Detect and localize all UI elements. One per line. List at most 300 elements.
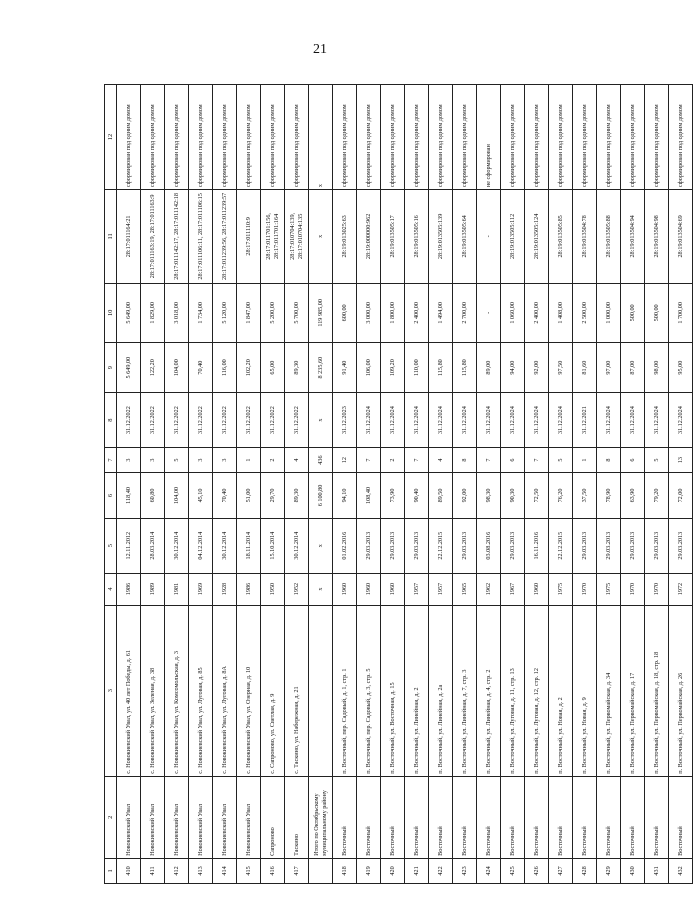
cell-resettlement-deadline: 31.12.2024	[597, 393, 621, 448]
cell-area: 89,50	[429, 473, 453, 519]
cell-resettled-area: 87,00	[621, 343, 645, 393]
cell-resettled-area: 110,00	[405, 343, 429, 393]
cell-year-built: 1970	[573, 573, 597, 605]
cell-resettlement-deadline: 31.12.2024	[549, 393, 573, 448]
cell-residents: 7	[477, 448, 501, 473]
cell-cadastral-number: 28:19:013504:98	[645, 190, 669, 284]
cell-settlement: Восточный	[381, 776, 405, 858]
cell-cadastral-number: 28:19:013504:78	[573, 190, 597, 284]
table-row	[285, 85, 309, 884]
cell-address: с. Сапроново, ул. Светлая, д. 9	[261, 605, 285, 776]
cell-recognition-date: 29.03.2013	[621, 518, 645, 573]
cell-residents: 7	[525, 448, 549, 473]
cell-cadastral-number: 28:19:013505:88	[597, 190, 621, 284]
cell-year-built: 1960	[357, 573, 381, 605]
cell-address: с. Новокиевский Увал, ул. Зеленая, д. 38	[141, 605, 165, 776]
cell-row-number: 419	[357, 858, 381, 883]
cell-address: п. Восточный, ул. Первомайская, д. 34	[597, 605, 621, 776]
table-row	[453, 85, 477, 884]
cell-land-status: сформирован под одним домом	[453, 85, 477, 190]
cell-resettled-area: 5 649,00	[117, 343, 141, 393]
cell-area: 29,70	[261, 473, 285, 519]
cell-year-built: 1981	[165, 573, 189, 605]
cell-resettled-area: 81,60	[573, 343, 597, 393]
cell-settlement: Восточный	[453, 776, 477, 858]
column-number-1: 1	[105, 858, 117, 883]
cell-address: с. Новокиевский Увал, ул. Луговая, д. 8А	[213, 605, 237, 776]
cell-residents: 2	[261, 448, 285, 473]
cell-year-built: 1969	[189, 573, 213, 605]
cell-settlement: Восточный	[477, 776, 501, 858]
cell-settlement: Восточный	[645, 776, 669, 858]
cell-land-status: сформирован под одним домом	[669, 85, 693, 190]
cell-land-area: 1 800,00	[381, 283, 405, 342]
column-number-4: 4	[105, 573, 117, 605]
cell-recognition-date: 30.12.2014	[285, 518, 309, 573]
cell-row-number: 416	[261, 858, 285, 883]
cell-recognition-date: 29.03.2013	[501, 518, 525, 573]
cell-cadastral-number: 28:19:013505:16	[405, 190, 429, 284]
cell-land-area: 5 649,00	[117, 283, 141, 342]
cell-area: 98,30	[477, 473, 501, 519]
cell-row-number: 425	[501, 858, 525, 883]
cell-resettlement-deadline: 31.12.2024	[525, 393, 549, 448]
cell-row-number: 413	[189, 858, 213, 883]
cell-resettlement-deadline: 31.12.2024	[429, 393, 453, 448]
table-row	[621, 85, 645, 884]
cell-land-area: 2 500,00	[573, 283, 597, 342]
cell-recognition-date: 16.11.2016	[525, 518, 549, 573]
cell-area: 76,20	[549, 473, 573, 519]
cell-area: 72,00	[669, 473, 693, 519]
cell-area: 90,40	[405, 473, 429, 519]
cell-area: 78,90	[597, 473, 621, 519]
cell-land-status: x	[309, 85, 333, 190]
cell-cadastral-number: 28:17:011701:156, 28:17:011701:164	[261, 190, 285, 284]
cell-recognition-date: 29.03.2013	[357, 518, 381, 573]
column-number-8: 8	[105, 393, 117, 448]
cell-year-built: 1970	[621, 573, 645, 605]
cell-land-area: 3 000,00	[357, 283, 381, 342]
cell-land-area: 1 408,00	[549, 283, 573, 342]
cell-area: 104,00	[165, 473, 189, 519]
cell-recognition-date: 18.11.2014	[237, 518, 261, 573]
column-number-2: 2	[105, 776, 117, 858]
column-number-7: 7	[105, 448, 117, 473]
cell-recognition-date: 01.02.2016	[333, 518, 357, 573]
column-number-10: 10	[105, 283, 117, 342]
cell-resettled-area: 95,00	[669, 343, 693, 393]
cell-year-built: 1957	[429, 573, 453, 605]
cell-settlement: Восточный	[429, 776, 453, 858]
cell-area: 72,50	[525, 473, 549, 519]
cell-settlement: Восточный	[333, 776, 357, 858]
cell-land-area: 2 400,00	[405, 283, 429, 342]
cell-resettled-area: 89,30	[285, 343, 309, 393]
cell-address: с. Таскино, ул. Набережная, д. 21	[285, 605, 309, 776]
cell-residents: 7	[405, 448, 429, 473]
cell-land-status: сформирован под одним домом	[429, 85, 453, 190]
cell-residents: 3	[189, 448, 213, 473]
cell-recognition-date: 22.12.2015	[549, 518, 573, 573]
cell-address: п. Восточный, пер. Садовый, д. 3, стр. 5	[357, 605, 381, 776]
cell-resettled-area: 98,00	[645, 343, 669, 393]
cell-row-number: 421	[405, 858, 429, 883]
cell-row-number: 417	[285, 858, 309, 883]
cell-year-built: x	[309, 573, 333, 605]
column-number-12: 12	[105, 85, 117, 190]
cell-residents: 1	[237, 448, 261, 473]
cell-settlement: Восточный	[669, 776, 693, 858]
cell-land-status: сформирован под одним домом	[237, 85, 261, 190]
cell-cadastral-number: 28:17:010704:139, 28:17:010704:135	[285, 190, 309, 284]
cell-row-number: 430	[621, 858, 645, 883]
cell-area: 94,10	[333, 473, 357, 519]
cell-row-number	[309, 858, 333, 883]
cell-settlement: Восточный	[357, 776, 381, 858]
cell-address: п. Восточный, ул. Восточная, д. 15	[381, 605, 405, 776]
cell-row-number: 411	[141, 858, 165, 883]
cell-land-status: сформирован под одним домом	[117, 85, 141, 190]
cell-recognition-date: 12.11.2012	[117, 518, 141, 573]
cell-address: п. Восточный, ул. Линейная, д. 2	[405, 605, 429, 776]
cell-resettlement-deadline: 31.12.2022	[141, 393, 165, 448]
cell-year-built: 1928	[213, 573, 237, 605]
column-number-3: 3	[105, 605, 117, 776]
cell-recognition-date: 29.03.2013	[573, 518, 597, 573]
cell-resettled-area: 115,80	[429, 343, 453, 393]
cell-area: 108,40	[357, 473, 381, 519]
cell-resettlement-deadline: 31.12.2022	[261, 393, 285, 448]
cell-settlement: Новокиевский Увал	[189, 776, 213, 858]
cell-address	[309, 605, 333, 776]
cell-settlement: Новокиевский Увал	[117, 776, 141, 858]
cell-resettled-area: 8 235,60	[309, 343, 333, 393]
cell-row-number: 427	[549, 858, 573, 883]
cell-land-area: 1 000,00	[597, 283, 621, 342]
cell-land-area: 3 018,00	[165, 283, 189, 342]
cell-area: 79,20	[645, 473, 669, 519]
cell-recognition-date: 29.03.2013	[453, 518, 477, 573]
cell-land-status: сформирован под одним домом	[525, 85, 549, 190]
cell-resettlement-deadline: 31.12.2024	[453, 393, 477, 448]
cell-recognition-date: 28.03.2014	[141, 518, 165, 573]
cell-area: 60,80	[141, 473, 165, 519]
table-row	[525, 85, 549, 884]
table-row	[597, 85, 621, 884]
cell-address: с. Новокиевский Увал, ул. Озерная, д. 10	[237, 605, 261, 776]
cell-land-status: сформирован под одним домом	[501, 85, 525, 190]
cell-recognition-date: 04.12.2014	[189, 518, 213, 573]
cell-year-built: 1975	[549, 573, 573, 605]
column-number-9: 9	[105, 343, 117, 393]
cell-settlement: Новокиевский Увал	[165, 776, 189, 858]
cell-year-built: 1986	[237, 573, 261, 605]
cell-recognition-date: 22.12.2015	[429, 518, 453, 573]
cell-resettled-area: 102,20	[237, 343, 261, 393]
cell-resettlement-deadline: 31.12.2024	[621, 393, 645, 448]
cell-address: п. Восточный, ул. Первомайская, д. 26	[669, 605, 693, 776]
cell-address: п. Восточный, ул. Новая, д. 9	[573, 605, 597, 776]
cell-resettled-area: 106,00	[357, 343, 381, 393]
column-number-11: 11	[105, 190, 117, 284]
cell-land-area: 1 700,00	[669, 283, 693, 342]
table-row	[645, 85, 669, 884]
cell-year-built: 1989	[141, 573, 165, 605]
table-row	[669, 85, 693, 884]
cell-residents: 4	[429, 448, 453, 473]
cell-land-area: 1 847,00	[237, 283, 261, 342]
cell-land-area: 500,00	[621, 283, 645, 342]
cell-settlement: Новокиевский Увал	[213, 776, 237, 858]
column-number-header-row	[105, 85, 117, 884]
cell-row-number: 428	[573, 858, 597, 883]
cell-resettled-area: 116,00	[213, 343, 237, 393]
cell-year-built: 1952	[285, 573, 309, 605]
cell-settlement: Восточный	[405, 776, 429, 858]
cell-recognition-date: 30.12.2014	[165, 518, 189, 573]
cell-land-status: сформирован под одним домом	[213, 85, 237, 190]
cell-recognition-date: 30.12.2014	[213, 518, 237, 573]
cell-cadastral-number: 28:17:011164:21	[117, 190, 141, 284]
cell-cadastral-number: 28:19:013505:112	[501, 190, 525, 284]
cell-land-status: сформирован под одним домом	[189, 85, 213, 190]
cell-land-area: 1 829,00	[141, 283, 165, 342]
cell-settlement: Таскино	[285, 776, 309, 858]
cell-area: 89,30	[285, 473, 309, 519]
column-number-5: 5	[105, 518, 117, 573]
cell-settlement: Итого по Октябрьскому муниципальному району	[309, 776, 333, 858]
cell-resettlement-deadline: 31.12.2024	[669, 393, 693, 448]
cell-recognition-date: 15.10.2014	[261, 518, 285, 573]
cell-land-area: 1 494,00	[429, 283, 453, 342]
table-row	[501, 85, 525, 884]
cell-residents: 2	[381, 448, 405, 473]
cell-resettled-area: 94,00	[501, 343, 525, 393]
cell-land-area: 5 700,00	[285, 283, 309, 342]
cell-row-number: 423	[453, 858, 477, 883]
cell-cadastral-number: 28:19:013504:69	[669, 190, 693, 284]
table-row	[429, 85, 453, 884]
cell-year-built: 1967	[501, 573, 525, 605]
cell-resettlement-deadline: 31.12.2024	[477, 393, 501, 448]
cell-cadastral-number: 28:19:013505:124	[525, 190, 549, 284]
cell-cadastral-number: 28:19:013505:85	[549, 190, 573, 284]
cell-row-number: 432	[669, 858, 693, 883]
cell-row-number: 415	[237, 858, 261, 883]
cell-row-number: 410	[117, 858, 141, 883]
cell-land-status: сформирован под одним домом	[165, 85, 189, 190]
table-row	[213, 85, 237, 884]
cell-year-built: 1965	[453, 573, 477, 605]
cell-resettled-area: 91,40	[333, 343, 357, 393]
cell-land-area: 500,00	[645, 283, 669, 342]
cell-row-number: 426	[525, 858, 549, 883]
cell-address: с. Новокиевский Увал, ул. Комсомольская, д. 3	[165, 605, 189, 776]
table-row	[333, 85, 357, 884]
table-row	[381, 85, 405, 884]
cell-address: п. Восточный, ул. Первомайская, д. 18, стр. 18	[645, 605, 669, 776]
cell-area: 45,10	[189, 473, 213, 519]
cell-land-area: -	[477, 283, 501, 342]
table-row	[573, 85, 597, 884]
cell-cadastral-number: 28:17:011239:56, 28:17:011239:57	[213, 190, 237, 284]
table-row	[141, 85, 165, 884]
cell-residents: 8	[597, 448, 621, 473]
cell-land-area: 1 060,00	[501, 283, 525, 342]
cell-residents: 3	[213, 448, 237, 473]
cell-recognition-date: x	[309, 518, 333, 573]
cell-area: 118,40	[117, 473, 141, 519]
cell-residents: 436	[309, 448, 333, 473]
cell-cadastral-number: 28:19:013505:139	[429, 190, 453, 284]
cell-address: п. Восточный, ул. Новая, д. 2	[549, 605, 573, 776]
cell-cadastral-number: 28:19:013505:64	[453, 190, 477, 284]
cell-year-built: 1972	[669, 573, 693, 605]
cell-address: с. Новокиевский Увал, ул. Луговая, д. 85	[189, 605, 213, 776]
cell-residents: 5	[165, 448, 189, 473]
cell-residents: 5	[549, 448, 573, 473]
cell-row-number: 418	[333, 858, 357, 883]
cell-row-number: 422	[429, 858, 453, 883]
table-row	[117, 85, 141, 884]
cell-settlement: Восточный	[549, 776, 573, 858]
cell-area: 90,30	[501, 473, 525, 519]
cell-land-area: 5 120,00	[213, 283, 237, 342]
cell-year-built: 1962	[477, 573, 501, 605]
cell-recognition-date: 03.08.2016	[477, 518, 501, 573]
cell-settlement: Восточный	[501, 776, 525, 858]
cell-residents: 13	[669, 448, 693, 473]
cell-cadastral-number: 28:19:013025:63	[333, 190, 357, 284]
cell-resettlement-deadline: 31.12.2024	[501, 393, 525, 448]
cell-residents: 6	[621, 448, 645, 473]
cell-resettlement-deadline: 31.12.2024	[645, 393, 669, 448]
cell-settlement: Восточный	[621, 776, 645, 858]
cell-recognition-date: 29.03.2013	[381, 518, 405, 573]
cell-land-status: сформирован под одним домом	[621, 85, 645, 190]
cell-address: с. Новокиевский Увал, ул. 40 лет Победы, д. 61	[117, 605, 141, 776]
cell-land-area: 1 734,00	[189, 283, 213, 342]
table-viewport	[104, 84, 684, 884]
cell-recognition-date: 29.03.2013	[669, 518, 693, 573]
cell-land-status: сформирован под одним домом	[333, 85, 357, 190]
cell-cadastral-number: 28:17:011106:11, 28:17:011106:15	[189, 190, 213, 284]
cell-residents: 8	[453, 448, 477, 473]
cell-address: п. Восточный, пер. Садовый, д. 1, стр. 1	[333, 605, 357, 776]
cell-settlement: Сапроново	[261, 776, 285, 858]
cell-cadastral-number: 28:17:011163:19, 28:17:011163:9	[141, 190, 165, 284]
cell-residents: 3	[141, 448, 165, 473]
page-number: 21	[313, 42, 327, 57]
cell-resettled-area: 115,80	[453, 343, 477, 393]
cell-land-status: сформирован под одним домом	[597, 85, 621, 190]
cell-settlement: Восточный	[597, 776, 621, 858]
cell-area: 63,90	[621, 473, 645, 519]
cell-year-built: 1970	[645, 573, 669, 605]
cell-resettled-area: 109,20	[381, 343, 405, 393]
rotated-table-container	[104, 84, 684, 884]
table-row	[237, 85, 261, 884]
cell-residents: 1	[573, 448, 597, 473]
cell-year-built: 1960	[333, 573, 357, 605]
cell-area: 37,50	[573, 473, 597, 519]
cell-cadastral-number: 28:19:013504:94	[621, 190, 645, 284]
cell-settlement: Новокиевский Увал	[237, 776, 261, 858]
cell-cadastral-number: -	[477, 190, 501, 284]
cell-resettled-area: 122,20	[141, 343, 165, 393]
cell-area: 92,00	[453, 473, 477, 519]
cell-address: п. Восточный, ул. Линейная, д. 2а	[429, 605, 453, 776]
cell-resettlement-deadline: 31.12.2024	[405, 393, 429, 448]
cell-residents: 4	[285, 448, 309, 473]
cell-area: 51,00	[237, 473, 261, 519]
cell-resettled-area: 97,50	[549, 343, 573, 393]
cell-resettlement-deadline: 31.12.2021	[573, 393, 597, 448]
cell-year-built: 1975	[597, 573, 621, 605]
cell-area: 6 100,80	[309, 473, 333, 519]
cell-resettled-area: 89,00	[477, 343, 501, 393]
cell-row-number: 424	[477, 858, 501, 883]
cell-residents: 12	[333, 448, 357, 473]
cell-land-status: сформирован под одним домом	[357, 85, 381, 190]
cell-land-area: 119 985,00	[309, 283, 333, 342]
cell-land-status: сформирован под одним домом	[285, 85, 309, 190]
cell-year-built: 1960	[525, 573, 549, 605]
cell-address: п. Восточный, ул. Луговая, д. 11, стр. 13	[501, 605, 525, 776]
cell-row-number: 420	[381, 858, 405, 883]
table-row	[477, 85, 501, 884]
cell-land-area: 2 400,00	[525, 283, 549, 342]
cell-land-status: сформирован под одним домом	[261, 85, 285, 190]
table-row	[549, 85, 573, 884]
cell-land-status: сформирован под одним домом	[381, 85, 405, 190]
cell-residents: 5	[645, 448, 669, 473]
cell-area: 70,40	[213, 473, 237, 519]
cell-residents: 3	[117, 448, 141, 473]
cell-resettlement-deadline: 31.12.2022	[213, 393, 237, 448]
cell-resettled-area: 92,00	[525, 343, 549, 393]
cell-land-status: сформирован под одним домом	[573, 85, 597, 190]
cell-land-status: не сформирован	[477, 85, 501, 190]
cell-settlement: Новокиевский Увал	[141, 776, 165, 858]
cell-resettled-area: 65,00	[261, 343, 285, 393]
cell-year-built: 1960	[381, 573, 405, 605]
cell-row-number: 412	[165, 858, 189, 883]
table-row	[405, 85, 429, 884]
cell-land-area: 5 200,00	[261, 283, 285, 342]
cell-year-built: 1957	[405, 573, 429, 605]
cell-address: п. Восточный, ул. Линейная, д. 7, стр. 3	[453, 605, 477, 776]
cell-resettlement-deadline: x	[309, 393, 333, 448]
cell-row-number: 431	[645, 858, 669, 883]
housing-register-table	[104, 84, 693, 884]
cell-settlement: Восточный	[573, 776, 597, 858]
cell-row-number: 414	[213, 858, 237, 883]
cell-row-number: 429	[597, 858, 621, 883]
cell-address: п. Восточный, ул. Луговая, д. 12, стр. 12	[525, 605, 549, 776]
cell-cadastral-number: x	[309, 190, 333, 284]
cell-settlement: Восточный	[525, 776, 549, 858]
total-row	[309, 85, 333, 884]
table-row	[261, 85, 285, 884]
cell-land-status: сформирован под одним домом	[141, 85, 165, 190]
cell-resettlement-deadline: 31.12.2024	[381, 393, 405, 448]
cell-resettled-area: 97,00	[597, 343, 621, 393]
cell-resettlement-deadline: 31.12.2022	[237, 393, 261, 448]
cell-resettled-area: 70,40	[189, 343, 213, 393]
cell-resettled-area: 104,00	[165, 343, 189, 393]
